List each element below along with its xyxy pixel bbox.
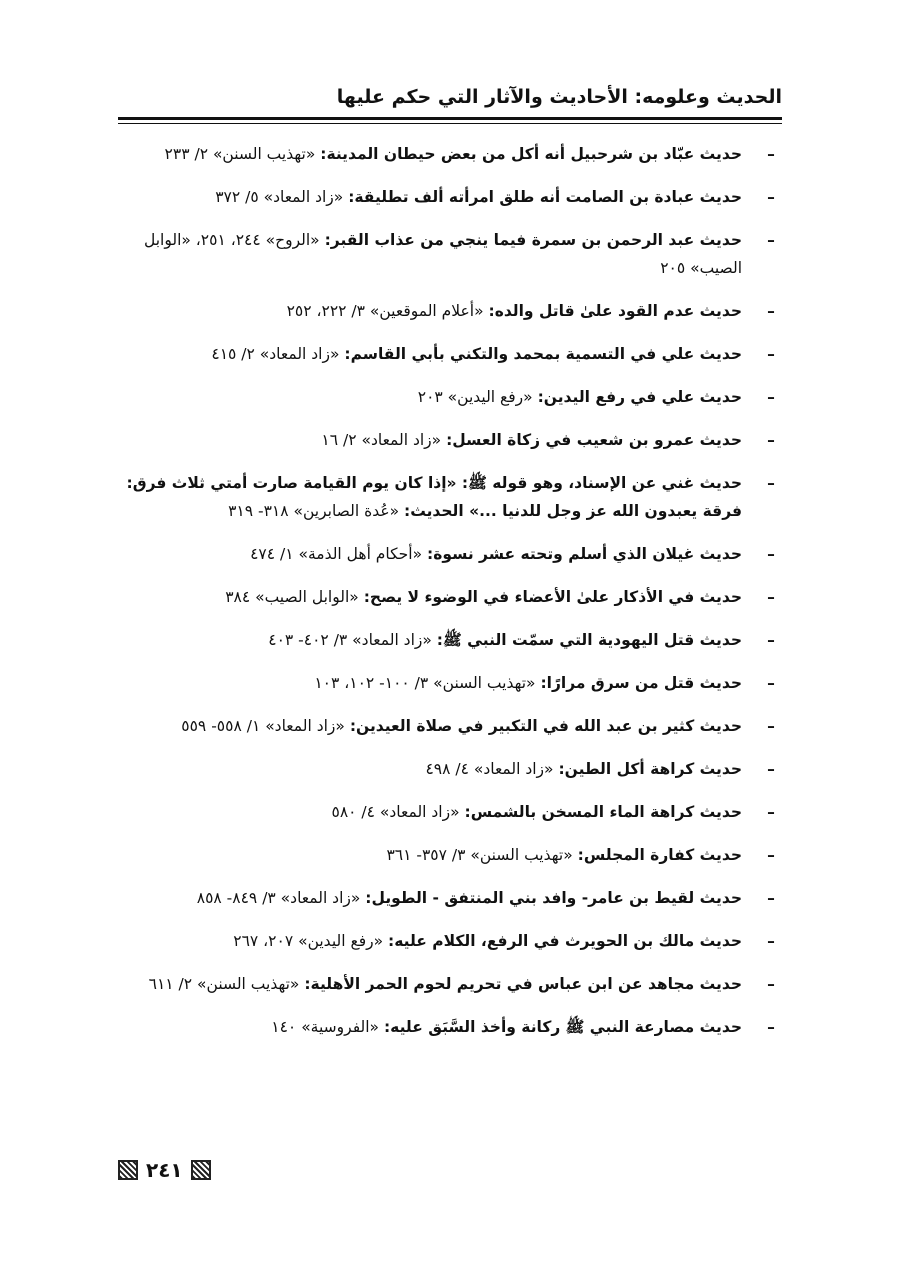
page-number: ٢٤١: [146, 1158, 183, 1182]
list-bullet: –: [767, 388, 775, 406]
header-rule-thin: [118, 123, 782, 124]
entry-reference: «رفع اليدين» ٢٠٧، ٢٦٧: [233, 932, 384, 950]
list-item: [112, 927, 782, 955]
entry-reference: «الوابل الصيب» ٣٨٤: [225, 588, 359, 606]
list-bullet: –: [767, 975, 775, 993]
list-bullet: –: [767, 932, 775, 950]
list-bullet: –: [767, 474, 775, 492]
entry-title: حديث مصارعة النبي ﷺ ركانة وأخذ السَّبَق عليه:: [383, 1018, 742, 1036]
entry-reference: «تهذيب السنن» ٢/ ٦١١: [148, 975, 300, 993]
list-item: [112, 1013, 782, 1041]
list-item: [112, 970, 782, 998]
entry-title: حديث لقيط بن عامر- وافد بني المنتفق - الطويل:: [365, 889, 742, 907]
running-header: الحديث وعلومه: الأحاديث والآثار التي حكم عليها: [336, 86, 782, 108]
entry-title: حديث غيلان الذي أسلم وتحته عشر نسوة:: [427, 545, 742, 563]
entry-reference: «زاد المعاد» ٢/ ١٦: [321, 431, 442, 449]
ornament-icon: [191, 1160, 211, 1180]
list-bullet: –: [767, 345, 775, 363]
page-number-footer: [118, 1155, 211, 1185]
entry-title: حديث علي في رفع اليدين:: [537, 388, 742, 406]
entry-title: حديث قتل اليهودية التي سمّت النبي ﷺ:: [436, 631, 742, 649]
list-bullet: –: [767, 302, 775, 320]
header-rule: [118, 117, 782, 120]
entry-reference: «تهذيب السنن» ٣/ ١٠٠- ١٠٢، ١٠٣: [314, 674, 536, 692]
list-bullet: –: [767, 760, 775, 778]
entry-title: حديث عبد الرحمن بن سمرة فيما ينجي من عذاب القبر:: [324, 231, 742, 249]
list-item: [112, 884, 782, 912]
entry-reference: «تهذيب السنن» ٢/ ٢٣٣: [164, 145, 316, 163]
list-bullet: –: [767, 717, 775, 735]
list-item: [112, 340, 782, 368]
list-item: [112, 140, 782, 168]
list-bullet: –: [767, 231, 775, 249]
list-item: [112, 183, 782, 211]
hadith-index-list: [112, 140, 782, 1056]
list-bullet: –: [767, 545, 775, 563]
entry-title: حديث كراهة الماء المسخن بالشمس:: [464, 803, 742, 821]
ornament-icon: [118, 1160, 138, 1180]
entry-title: حديث عبّاد بن شرحبيل أنه أكل من بعض حيطان المدينة:: [320, 145, 742, 163]
list-item: [112, 626, 782, 654]
entry-title: حديث عمرو بن شعيب في زكاة العسل:: [446, 431, 742, 449]
entry-title: حديث كراهة أكل الطين:: [558, 760, 742, 778]
entry-reference: «زاد المعاد» ١/ ٥٥٨- ٥٥٩: [181, 717, 345, 735]
list-bullet: –: [767, 1018, 775, 1036]
entry-title: حديث عبادة بن الصامت أنه طلق امرأته ألف تطليقة:: [348, 188, 742, 206]
list-item: [112, 755, 782, 783]
entry-reference: «أعلام الموقعين» ٣/ ٢٢٢، ٢٥٢: [286, 302, 484, 320]
list-bullet: –: [767, 588, 775, 606]
entry-title: حديث مجاهد عن ابن عباس في تحريم لحوم الحمر الأهلية:: [304, 975, 742, 993]
list-item: [112, 383, 782, 411]
entry-title: حديث كثير بن عبد الله في التكبير في صلاة العيدين:: [349, 717, 742, 735]
entry-reference: «الفروسية» ١٤٠: [271, 1018, 380, 1036]
list-item: [112, 669, 782, 697]
entry-reference: «زاد المعاد» ٣/ ٤٠٢- ٤٠٣: [268, 631, 432, 649]
list-item: [112, 469, 782, 525]
list-item: [112, 798, 782, 826]
entry-reference: «رفع اليدين» ٢٠٣: [417, 388, 533, 406]
list-item: [112, 712, 782, 740]
entry-title: حديث كفارة المجلس:: [577, 846, 742, 864]
entry-reference: «زاد المعاد» ٤/ ٤٩٨: [425, 760, 554, 778]
entry-title: حديث مالك بن الحويرث في الرفع، الكلام عليه:: [388, 932, 742, 950]
list-bullet: –: [767, 889, 775, 907]
list-bullet: –: [767, 846, 775, 864]
entry-title: حديث قتل من سرق مرارًا:: [540, 674, 742, 692]
list-item: [112, 841, 782, 869]
list-bullet: –: [767, 674, 775, 692]
list-bullet: –: [767, 145, 775, 163]
entry-title: حديث غني عن الإسناد، وهو قوله ﷺ: «إذا كان يوم القيامة صارت أمتي ثلاث فرق: فرقة يعبدون الله عز وجل للدنيا ...» الحديث:: [126, 474, 742, 520]
entry-title: حديث علي في التسمية بمحمد والتكني بأبي القاسم:: [344, 345, 742, 363]
list-bullet: –: [767, 431, 775, 449]
entry-reference: «زاد المعاد» ٥/ ٣٧٢: [215, 188, 344, 206]
entry-title: حديث عدم القود علىٰ قاتل والده:: [488, 302, 742, 320]
list-item: [112, 540, 782, 568]
list-item: [112, 226, 782, 282]
entry-reference: «أحكام أهل الذمة» ١/ ٤٧٤: [250, 545, 423, 563]
entry-reference: «الروح» ٢٤٤، ٢٥١، «الوابل الصيب» ٢٠٥: [143, 231, 742, 277]
entry-reference: «زاد المعاد» ٢/ ٤١٥: [211, 345, 340, 363]
entry-reference: «عُدة الصابرين» ٣١٨- ٣١٩: [228, 502, 400, 520]
list-bullet: –: [767, 631, 775, 649]
entry-reference: «زاد المعاد» ٤/ ٥٨٠: [331, 803, 460, 821]
entry-reference: «تهذيب السنن» ٣/ ٣٥٧- ٣٦١: [386, 846, 573, 864]
list-item: [112, 426, 782, 454]
list-item: [112, 583, 782, 611]
entry-title: حديث في الأذكار علىٰ الأعضاء في الوضوء لا يصح:: [363, 588, 742, 606]
list-bullet: –: [767, 803, 775, 821]
list-bullet: –: [767, 188, 775, 206]
entry-reference: «زاد المعاد» ٣/ ٨٤٩- ٨٥٨: [196, 889, 361, 907]
list-item: [112, 297, 782, 325]
